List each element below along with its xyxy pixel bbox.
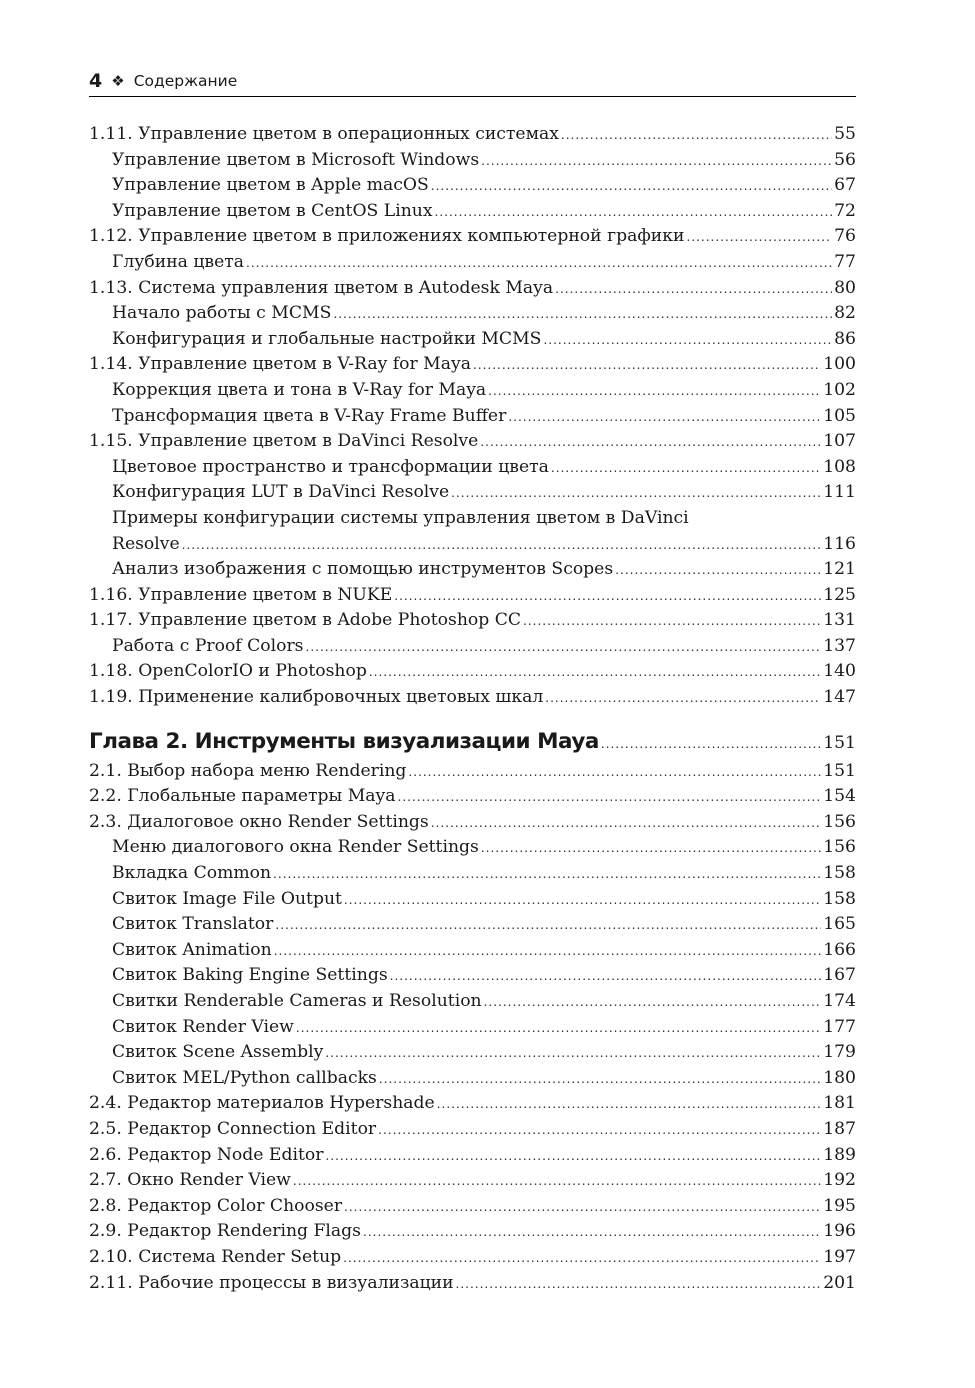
toc-entry-page: 158 — [823, 863, 856, 884]
chapter-title: Глава 2. Инструменты визуализации Maya — [89, 728, 599, 754]
leader-dots — [344, 1195, 821, 1221]
toc-entry-page: 197 — [823, 1246, 856, 1267]
toc-entry-title: Свиток MEL/Python callbacks — [112, 1067, 377, 1088]
toc-entry-page: 196 — [823, 1221, 856, 1242]
toc-entry-page: 187 — [823, 1118, 856, 1139]
toc-entry[interactable] — [89, 173, 856, 199]
toc-entry-title: Свиток Animation — [112, 939, 272, 960]
toc-entry-title: Коррекция цвета и тона в V-Ray for Maya — [112, 379, 487, 400]
leader-dots — [273, 862, 821, 888]
toc-entry-page: 125 — [823, 584, 856, 605]
toc-entry-title: Конфигурация и глобальные настройки MCMS — [112, 328, 542, 349]
toc-entry[interactable] — [89, 989, 856, 1015]
toc-entry-title: Анализ изображения с помощью инструментов Scopes — [112, 559, 614, 580]
leader-dots — [379, 1067, 821, 1093]
toc-entry-page: 177 — [823, 1016, 856, 1037]
toc-entry-page: 56 — [834, 149, 856, 170]
leader-dots — [182, 533, 822, 559]
toc-entry-title: Управление цветом в Apple macOS — [112, 175, 429, 196]
toc-entry-title: 2.6. Редактор Node Editor — [89, 1144, 324, 1165]
toc-entry-page: 180 — [823, 1067, 856, 1088]
leader-dots — [274, 939, 821, 965]
toc-entry[interactable] — [89, 1168, 856, 1194]
toc-entry-page: 102 — [823, 379, 856, 400]
leader-dots — [480, 430, 821, 456]
toc-entry[interactable] — [89, 327, 856, 353]
toc-entry-page: 192 — [823, 1170, 856, 1191]
toc-entry[interactable] — [89, 506, 856, 532]
toc-entry-page: 156 — [823, 837, 856, 858]
leader-dots — [437, 1092, 821, 1118]
toc-entry-title: 1.14. Управление цветом в V-Ray for Maya — [89, 354, 471, 375]
toc-entry-title: 2.8. Редактор Color Chooser — [89, 1195, 343, 1216]
chapter-2-entries — [89, 759, 856, 1296]
toc-entry-page: 156 — [823, 811, 856, 832]
toc-entry-page: 121 — [823, 559, 856, 580]
leader-dots — [456, 1272, 822, 1298]
toc-entry[interactable] — [89, 557, 856, 583]
toc-entry-page: 179 — [823, 1042, 856, 1063]
page-number: 4 — [89, 70, 103, 92]
leader-dots — [431, 811, 821, 837]
toc-entry-page: 86 — [834, 328, 856, 349]
toc-entry-title: Свиток Image File Output — [112, 888, 342, 909]
toc-entry-page: 201 — [823, 1272, 856, 1293]
toc-entry[interactable] — [89, 378, 856, 404]
toc-entry[interactable] — [89, 1015, 856, 1041]
toc-entry[interactable] — [89, 784, 856, 810]
toc-entry-title: 2.2. Глобальные параметры Maya — [89, 786, 396, 807]
toc-entry-title: Resolve — [112, 533, 180, 554]
toc-entry-page: 166 — [823, 939, 856, 960]
chapter-page: 151 — [823, 732, 856, 753]
toc-entry-title: Свитки Renderable Cameras и Resolution — [112, 991, 482, 1011]
toc-entry-title: 2.7. Окно Render View — [89, 1170, 291, 1191]
toc-entry-title: 1.12. Управление цветом в приложениях компьютерной графики — [89, 226, 685, 247]
toc-entry[interactable] — [89, 583, 856, 609]
leader-dots — [325, 1041, 821, 1067]
toc-entry-page: 181 — [823, 1093, 856, 1114]
leader-dots — [484, 990, 822, 1016]
leader-dots — [543, 328, 832, 354]
toc-entry[interactable] — [89, 1091, 856, 1117]
toc-entry[interactable] — [89, 1117, 856, 1143]
toc-entry[interactable] — [89, 429, 856, 455]
leader-dots — [306, 635, 822, 661]
toc-entry-title: Меню диалогового окна Render Settings — [112, 837, 479, 858]
toc-entry[interactable] — [89, 480, 856, 506]
leader-dots — [325, 1144, 821, 1170]
leader-dots — [435, 200, 833, 226]
leader-dots — [508, 405, 821, 431]
chapter-2-heading[interactable] — [89, 725, 856, 759]
chapter-1-entries — [89, 122, 856, 711]
toc-entry-page: 165 — [823, 914, 856, 935]
toc-entry-page: 111 — [823, 482, 856, 503]
toc-entry[interactable] — [89, 1219, 856, 1245]
ornament-icon: ❖ — [111, 72, 125, 90]
toc-entry[interactable] — [89, 759, 856, 785]
toc-entry-page: 140 — [823, 661, 856, 682]
toc-entry-title: Начало работы с MCMS — [112, 303, 332, 324]
leader-dots — [431, 174, 832, 200]
toc-entry-title: 1.13. Система управления цветом в Autodesk Maya — [89, 277, 554, 298]
toc-entry[interactable] — [89, 122, 856, 148]
leader-dots — [378, 1118, 821, 1144]
leader-dots — [481, 836, 821, 862]
toc-entry-page: 154 — [823, 786, 856, 807]
toc-entry[interactable] — [89, 685, 856, 711]
toc-entry[interactable] — [89, 1245, 856, 1271]
toc-entry-title: Свиток Scene Assembly — [112, 1042, 324, 1063]
toc-entry-title: Примеры конфигурации системы управления цветом в DaVinci — [112, 507, 689, 528]
toc-entry-title: 1.17. Управление цветом в Adobe Photoshop CC — [89, 610, 522, 631]
toc-entry-page: 116 — [823, 533, 856, 554]
toc-entry-page: 80 — [834, 277, 856, 298]
toc-entry-page: 147 — [823, 687, 856, 708]
leader-dots — [343, 1246, 821, 1272]
leader-dots — [408, 760, 821, 786]
toc-entry-title: Глубина цвета — [112, 251, 245, 272]
toc-entry-page: 137 — [823, 635, 856, 656]
toc-entry-page: 105 — [823, 405, 856, 426]
leader-dots — [293, 1169, 821, 1195]
leader-dots — [555, 277, 832, 303]
toc-entry-title: 1.16. Управление цветом в NUKE — [89, 584, 393, 605]
toc-entry-title: 2.11. Рабочие процессы в визуализации — [89, 1272, 454, 1293]
toc-entry[interactable] — [89, 861, 856, 887]
toc-entry-title: Свиток Render View — [112, 1016, 294, 1037]
table-of-contents — [89, 122, 856, 1296]
toc-entry[interactable] — [89, 634, 856, 660]
toc-entry[interactable] — [89, 455, 856, 481]
toc-entry-page: 100 — [823, 354, 856, 375]
toc-entry-page: 77 — [834, 251, 856, 272]
toc-entry[interactable] — [89, 963, 856, 989]
toc-entry[interactable] — [89, 532, 856, 558]
toc-entry[interactable] — [89, 1040, 856, 1066]
toc-entry-page: 158 — [823, 888, 856, 909]
toc-entry-title: Вкладка Common — [112, 863, 272, 884]
leader-dots — [398, 785, 822, 811]
toc-entry-title: Трансформация цвета в V-Ray Frame Buffer — [112, 405, 507, 426]
toc-entry-title: Цветовое пространство и трансформации цвета — [112, 456, 549, 477]
leader-dots — [246, 251, 832, 277]
toc-entry-page: 167 — [823, 965, 856, 986]
leader-dots — [296, 1016, 821, 1042]
toc-entry[interactable] — [89, 148, 856, 174]
toc-entry-page: 131 — [823, 610, 856, 631]
toc-entry-title: 1.15. Управление цветом в DaVinci Resolve — [89, 431, 479, 452]
toc-entry[interactable] — [89, 301, 856, 327]
toc-entry-page: 72 — [834, 200, 856, 221]
toc-entry[interactable] — [89, 276, 856, 302]
toc-entry-title: 1.18. OpenColorIO и Photoshop — [89, 661, 367, 682]
toc-entry-title: Работа с Proof Colors — [112, 635, 304, 656]
toc-entry-title: Управление цветом в Microsoft Windows — [112, 149, 480, 170]
toc-entry-title: 2.5. Редактор Connection Editor — [89, 1118, 377, 1139]
toc-entry-title: 2.4. Редактор материалов Hypershade — [89, 1093, 435, 1114]
toc-entry-title: 2.10. Система Render Setup — [89, 1246, 342, 1267]
toc-entry-title: Свиток Translator — [112, 914, 274, 935]
toc-entry-title: Управление цветом в CentOS Linux — [112, 200, 433, 221]
toc-entry-title: 1.19. Применение калибровочных цветовых шкал — [89, 687, 544, 708]
leader-dots — [390, 964, 822, 990]
toc-entry[interactable] — [89, 352, 856, 378]
toc-entry[interactable] — [89, 1066, 856, 1092]
running-header — [89, 66, 856, 97]
leader-dots — [394, 584, 821, 610]
leader-dots — [523, 609, 821, 635]
toc-entry-page: 76 — [834, 226, 856, 247]
leader-dots — [369, 660, 821, 686]
toc-entry-page: 67 — [834, 175, 856, 196]
toc-entry[interactable] — [89, 1271, 856, 1297]
leader-dots — [344, 888, 821, 914]
toc-entry-page: 107 — [823, 431, 856, 452]
toc-entry[interactable] — [89, 887, 856, 913]
toc-entry-page: 82 — [834, 303, 856, 324]
toc-entry-page: 174 — [823, 991, 856, 1011]
toc-entry-title: Конфигурация LUT в DaVinci Resolve — [112, 482, 450, 503]
toc-entry[interactable] — [89, 835, 856, 861]
toc-entry-title: 2.9. Редактор Rendering Flags — [89, 1221, 361, 1242]
leader-dots — [481, 149, 832, 175]
toc-entry-page: 195 — [823, 1195, 856, 1216]
toc-entry-title: 2.1. Выбор набора меню Rendering — [89, 760, 407, 781]
toc-entry[interactable] — [89, 810, 856, 836]
leader-dots — [451, 481, 821, 507]
toc-entry[interactable] — [89, 1143, 856, 1169]
toc-entry-title: Свиток Baking Engine Settings — [112, 965, 388, 986]
leader-dots — [275, 913, 821, 939]
toc-entry[interactable] — [89, 199, 856, 225]
toc-entry[interactable] — [89, 938, 856, 964]
toc-entry-title: 2.3. Диалоговое окно Render Settings — [89, 811, 429, 832]
section-title: Содержание — [133, 72, 238, 90]
toc-entry[interactable] — [89, 404, 856, 430]
toc-entry-page: 55 — [834, 124, 856, 144]
toc-entry-page: 108 — [823, 456, 856, 477]
leader-dots — [363, 1220, 821, 1246]
leader-dots — [551, 456, 821, 482]
leader-dots — [561, 123, 832, 149]
leader-dots — [473, 353, 821, 379]
leader-dots — [686, 225, 832, 251]
toc-entry-title: 1.11. Управление цветом в операционных системах — [89, 124, 559, 144]
toc-entry-page: 189 — [823, 1144, 856, 1165]
toc-entry[interactable] — [89, 1194, 856, 1220]
leader-dots — [333, 302, 832, 328]
leader-dots — [545, 686, 821, 712]
leader-dots — [488, 379, 821, 405]
toc-entry[interactable] — [89, 224, 856, 250]
toc-entry[interactable] — [89, 912, 856, 938]
toc-entry[interactable] — [89, 659, 856, 685]
toc-entry[interactable] — [89, 250, 856, 276]
leader-dots — [601, 727, 821, 761]
leader-dots — [615, 558, 821, 584]
toc-entry[interactable] — [89, 608, 856, 634]
toc-entry-page: 151 — [823, 760, 856, 781]
